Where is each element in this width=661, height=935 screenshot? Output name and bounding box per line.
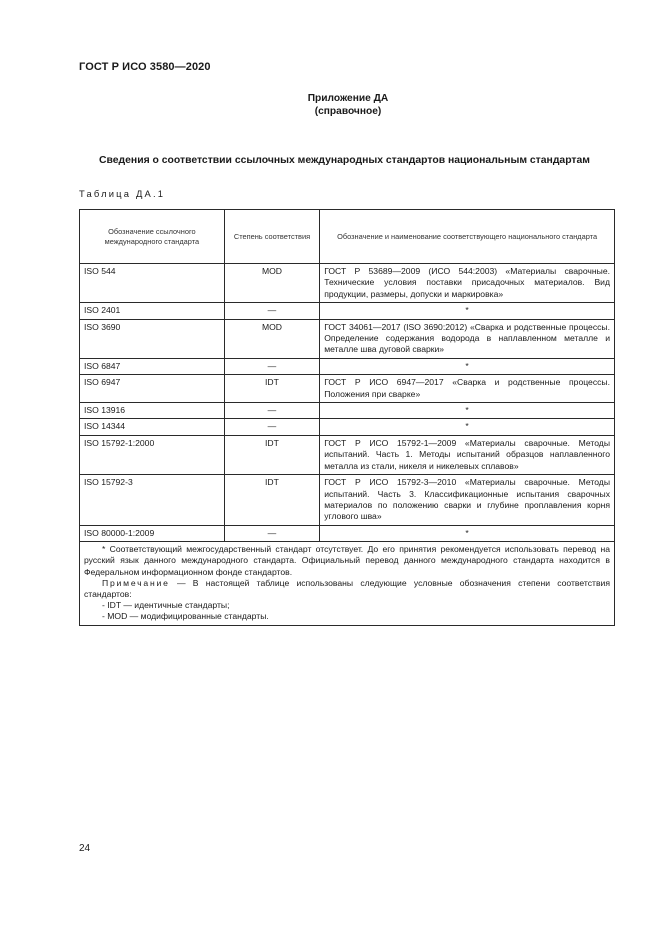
cell-national-standard: *: [320, 419, 615, 435]
table-row: [80, 358, 615, 374]
cell-degree: —: [224, 403, 319, 419]
table-header-row: [80, 210, 615, 264]
cell-designation: ISO 6847: [80, 358, 225, 374]
table-row: [80, 435, 615, 474]
table-footer-row: [80, 542, 615, 625]
document-code-header: ГОСТ Р ИСО 3580—2020: [79, 61, 211, 73]
appendix-title: Приложение ДА: [307, 93, 389, 104]
cell-designation: ISO 15792-1:2000: [80, 435, 225, 474]
note-label: Примечание: [102, 577, 170, 588]
table-row: [80, 319, 615, 358]
note-item-mod: - MOD — модифицированные стандарты.: [102, 611, 269, 622]
cell-national-standard: ГОСТ 34061—2017 (ISO 3690:2012) «Сварка и родственные процессы. Определение содержания водорода в наплавленном металле и металле шва дуговой сварки»: [320, 319, 615, 358]
cell-national-standard: *: [320, 403, 615, 419]
header-designation: Обозначение ссылочного международного стандарта: [80, 210, 225, 264]
appendix-heading: [0, 92, 661, 118]
table-row: [80, 525, 615, 541]
cell-designation: ISO 544: [80, 264, 225, 303]
header-national-standard: Обозначение и наименование соответствующего национального стандарта: [320, 210, 615, 264]
appendix-subtitle: (справочное): [314, 106, 382, 117]
table-row: [80, 419, 615, 435]
cell-designation: ISO 2401: [80, 303, 225, 319]
note-text: — В настоящей таблице использованы следующие условные обозначения степени соответствия стандартов:: [84, 577, 610, 599]
standards-correspondence-table: [79, 209, 615, 626]
table-footer: [80, 542, 615, 625]
table-row: [80, 475, 615, 526]
header-degree: Степень соответствия: [224, 210, 319, 264]
cell-degree: —: [224, 303, 319, 319]
cell-national-standard: *: [320, 525, 615, 541]
note-item-idt: - IDT — идентичные стандарты;: [102, 600, 230, 611]
cell-national-standard: *: [320, 303, 615, 319]
cell-designation: ISO 6947: [80, 375, 225, 403]
section-title: Сведения о соответствии ссылочных международных стандартов национальным стандартам: [99, 155, 590, 166]
table-caption: Таблица ДА.1: [79, 188, 166, 199]
cell-national-standard: ГОСТ Р ИСО 15792-3—2010 «Материалы сварочные. Методы испытаний. Часть 3. Классификационные испытания сварочных материалов по положению сварки и глубине проплавления корня углового шва»: [320, 475, 615, 526]
cell-degree: —: [224, 419, 319, 435]
cell-degree: —: [224, 358, 319, 374]
cell-designation: ISO 80000-1:2009: [80, 525, 225, 541]
cell-degree: IDT: [224, 435, 319, 474]
cell-national-standard: ГОСТ Р ИСО 6947—2017 «Сварка и родственные процессы. Положения при сварке»: [320, 375, 615, 403]
cell-national-standard: *: [320, 358, 615, 374]
table-row: [80, 303, 615, 319]
table-body: [80, 264, 615, 542]
cell-national-standard: ГОСТ Р 53689—2009 (ИСО 544:2003) «Материалы сварочные. Технические условия поставки присадочных материалов. Вид продукции, размеры, допуски и маркировка»: [320, 264, 615, 303]
cell-designation: ISO 15792-3: [80, 475, 225, 526]
table-row: [80, 375, 615, 403]
page-number: 24: [79, 843, 91, 854]
cell-national-standard: ГОСТ Р ИСО 15792-1—2009 «Материалы сварочные. Методы испытаний. Часть 1. Методы испытаний образцов наплавленного металла из стали, никеля и никелевых сплавов»: [320, 435, 615, 474]
table-row: [80, 264, 615, 303]
table-row: [80, 403, 615, 419]
cell-designation: ISO 3690: [80, 319, 225, 358]
cell-degree: —: [224, 525, 319, 541]
cell-degree: MOD: [224, 264, 319, 303]
cell-degree: MOD: [224, 319, 319, 358]
footnote: * Соответствующий межгосударственный стандарт отсутствует. До его принятия рекомендуется использовать перевод на русский язык данного международного стандарта. Официальный перевод данного международного стандарта находится в Федеральном информационном фонде стандартов.: [84, 544, 610, 577]
cell-designation: ISO 13916: [80, 403, 225, 419]
note: [84, 578, 610, 600]
cell-designation: ISO 14344: [80, 419, 225, 435]
cell-degree: IDT: [224, 475, 319, 526]
cell-degree: IDT: [224, 375, 319, 403]
